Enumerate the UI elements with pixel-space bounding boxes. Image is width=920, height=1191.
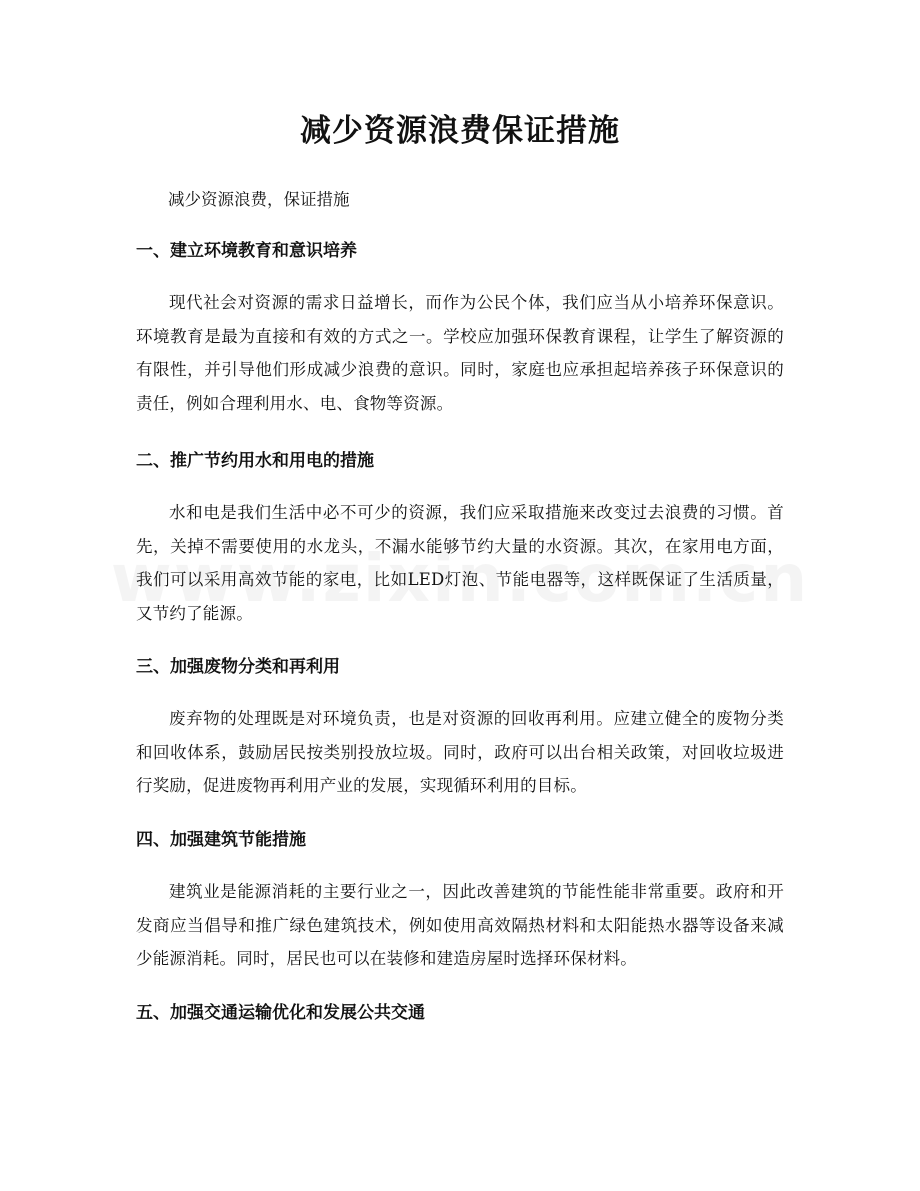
section-heading-2: 二、推广节约用水和用电的措施 xyxy=(136,451,374,471)
section-paragraph-4: 建筑业是能源消耗的主要行业之一，因此改善建筑的节能性能非常重要。政府和开发商应当倡导和推广绿色建筑技术，例如使用高效隔热材料和太阳能热水器等设备来减少能源消耗。同时，居民也可以在装修和建造房屋时选择环保材料。 xyxy=(136,882,784,968)
section-paragraph-2: 水和电是我们生活中必不可少的资源，我们应采取措施来改变过去浪费的习惯。首先，关掉不需要使用的水龙头，不漏水能够节约大量的水资源。其次，在家用电方面，我们可以采用高效节能的家电，比如LED灯泡、节能电器等，这样既保证了生活质量，又节约了能源。 xyxy=(136,503,784,623)
section-heading-3: 三、加强废物分类和再利用 xyxy=(136,657,340,677)
section-paragraph-1: 现代社会对资源的需求日益增长，而作为公民个体，我们应当从小培养环保意识。环境教育是最为直接和有效的方式之一。学校应加强环保教育课程，让学生了解资源的有限性，并引导他们形成减少浪费的意识。同时，家庭也应承担起培养孩子环保意识的责任，例如合理利用水、电、食物等资源。 xyxy=(136,293,784,413)
section-paragraph-3: 废弃物的处理既是对环境负责，也是对资源的回收再利用。应建立健全的废物分类和回收体系，鼓励居民按类别投放垃圾。同时，政府可以出台相关政策，对回收垃圾进行奖励，促进废物再利用产业的发展，实现循环利用的目标。 xyxy=(136,709,784,795)
document-title: 减少资源浪费保证措施 xyxy=(300,113,620,149)
section-heading-4: 四、加强建筑节能措施 xyxy=(136,830,306,850)
section-heading-5: 五、加强交通运输优化和发展公共交通 xyxy=(136,1003,425,1023)
section-heading-1: 一、建立环境教育和意识培养 xyxy=(136,241,357,261)
document-subtitle: 减少资源浪费，保证措施 xyxy=(168,190,350,209)
